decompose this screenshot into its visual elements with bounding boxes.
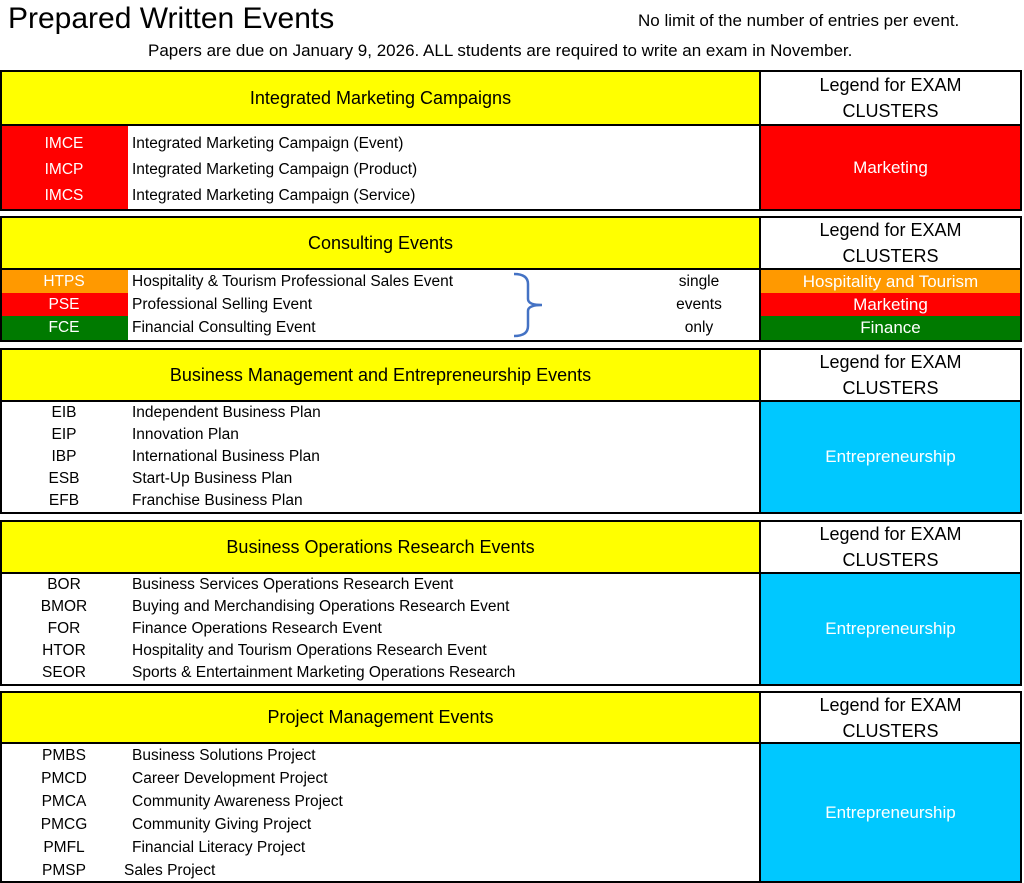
event-code: HTPS: [43, 273, 85, 290]
event-name: Career Development Project: [132, 770, 328, 787]
event-row: [2, 182, 759, 210]
event-row: [2, 130, 759, 158]
event-row: [2, 767, 759, 790]
cluster-label: Marketing: [853, 294, 928, 314]
event-name: Financial Literacy Project: [132, 839, 306, 856]
legend-label: Legend for EXAM: [819, 352, 962, 372]
event-row: [2, 790, 759, 813]
section-operations-research: [0, 520, 1022, 686]
event-code: IMCS: [44, 187, 84, 204]
event-name: Innovation Plan: [132, 426, 239, 443]
cluster-label: Marketing: [853, 157, 928, 177]
section-header: [0, 348, 761, 402]
side-note: only: [684, 319, 714, 336]
event-row: [2, 859, 759, 882]
legend-label: CLUSTERS: [842, 550, 939, 570]
cluster-cell-marketing: [761, 126, 1022, 211]
legend-label: Legend for EXAM: [819, 220, 962, 240]
legend-label: Legend for EXAM: [819, 524, 962, 544]
curly-brace-icon: [510, 272, 546, 338]
section-header: [0, 216, 761, 270]
event-code: IMCP: [44, 161, 84, 178]
section-title: Consulting Events: [307, 232, 454, 253]
section-project-management: [0, 691, 1022, 883]
section-title: Project Management Events: [267, 707, 494, 727]
event-code: HTOR: [42, 642, 86, 659]
event-code: PMCG: [40, 816, 88, 833]
event-code: IMCE: [44, 135, 84, 152]
cluster-label: Entrepreneurship: [825, 802, 956, 822]
event-name: Integrated Marketing Campaign (Event): [132, 135, 404, 152]
event-row: [2, 596, 759, 618]
event-code: BOR: [47, 576, 81, 593]
event-row: [2, 836, 759, 859]
cluster-cell-entrepreneurship: [761, 402, 1022, 514]
event-code: FOR: [47, 620, 81, 637]
event-code: ESB: [48, 470, 80, 487]
cluster-label: Finance: [860, 318, 921, 337]
event-row: [2, 270, 759, 293]
section-title: Business Management and Entrepreneurship Events: [169, 364, 592, 385]
legend-label: CLUSTERS: [842, 246, 939, 266]
event-name: Franchise Business Plan: [132, 492, 303, 509]
page-title: Prepared Written Events: [8, 2, 335, 35]
event-name: Integrated Marketing Campaign (Service): [132, 187, 416, 204]
legend-header: [761, 70, 1022, 126]
legend-label: Legend for EXAM: [819, 75, 962, 95]
entry-limit-note: No limit of the number of entries per event.: [638, 11, 960, 30]
section-consulting: [0, 216, 1022, 342]
event-name: Community Awareness Project: [132, 793, 343, 810]
legend-label: Legend for EXAM: [819, 694, 962, 715]
event-list: [0, 744, 761, 883]
event-row: [2, 574, 759, 596]
legend-header: [761, 216, 1022, 270]
event-code: PMCD: [41, 770, 87, 787]
cluster-label: Entrepreneurship: [825, 619, 956, 638]
event-code: IBP: [51, 448, 77, 465]
event-list: [0, 126, 761, 211]
event-row: [2, 446, 759, 468]
event-code: FCE: [48, 319, 80, 336]
event-name: Financial Consulting Event: [132, 319, 316, 336]
event-name: International Business Plan: [132, 448, 320, 465]
event-row: [2, 316, 759, 340]
legend-header: [761, 348, 1022, 402]
event-name: Hospitality & Tourism Professional Sales Event: [132, 273, 454, 290]
section-business-management: [0, 348, 1022, 514]
event-row: [2, 468, 759, 490]
event-row: [2, 490, 759, 512]
event-row: [2, 156, 759, 184]
event-row: [2, 618, 759, 640]
cluster-cell-finance: [761, 316, 1022, 342]
event-row: [2, 402, 759, 424]
side-note: events: [676, 296, 722, 313]
due-date-note: Papers are due on January 9, 2026. ALL students are required to write an exam in November.: [148, 41, 853, 60]
event-row: [2, 662, 759, 684]
cluster-cell-hospitality: [761, 270, 1022, 293]
event-name: Integrated Marketing Campaign (Product): [132, 161, 418, 178]
section-header: [0, 691, 761, 744]
event-name: Professional Selling Event: [132, 296, 313, 313]
side-note: single: [678, 273, 720, 290]
event-name: Buying and Merchandising Operations Research Event: [132, 598, 510, 615]
event-code: PMBS: [42, 747, 86, 764]
event-list: [0, 270, 761, 342]
event-code: SEOR: [42, 664, 86, 681]
cluster-label: Hospitality and Tourism: [802, 271, 979, 291]
event-name: Finance Operations Research Event: [132, 620, 382, 637]
cluster-cell-entrepreneurship: [761, 744, 1022, 883]
section-integrated-marketing: [0, 70, 1022, 211]
legend-label: CLUSTERS: [842, 720, 939, 741]
cluster-label: Entrepreneurship: [825, 447, 956, 466]
event-name: Business Services Operations Research Event: [132, 576, 454, 593]
event-row: [2, 744, 759, 767]
event-row: [2, 293, 759, 316]
event-list: [0, 574, 761, 686]
legend-header: [761, 691, 1022, 744]
event-name: Start-Up Business Plan: [132, 470, 293, 487]
section-title: Business Operations Research Events: [226, 536, 535, 557]
legend-label: CLUSTERS: [842, 378, 939, 398]
legend-header: [761, 520, 1022, 574]
section-title: Integrated Marketing Campaigns: [249, 87, 512, 108]
section-header: [0, 520, 761, 574]
event-code: EIB: [51, 404, 77, 421]
event-row: [2, 640, 759, 662]
event-row: [2, 813, 759, 836]
event-code: PMSP: [42, 862, 86, 879]
event-name: Business Solutions Project: [132, 747, 316, 764]
section-header: [0, 70, 761, 126]
cluster-cell-marketing: [761, 293, 1022, 316]
event-name: Sales Project: [124, 862, 216, 879]
event-code: PMFL: [43, 839, 85, 856]
event-code: PSE: [48, 296, 80, 313]
event-list: [0, 402, 761, 514]
event-name: Independent Business Plan: [132, 404, 321, 421]
legend-label: CLUSTERS: [842, 101, 939, 121]
event-code: PMCA: [41, 793, 87, 810]
event-code: BMOR: [40, 598, 88, 615]
cluster-cell-entrepreneurship: [761, 574, 1022, 686]
event-name: Sports & Entertainment Marketing Operations Research: [132, 664, 516, 681]
event-name: Hospitality and Tourism Operations Research Event: [132, 642, 487, 659]
event-code: EIP: [51, 426, 77, 443]
event-row: [2, 424, 759, 446]
event-code: EFB: [48, 492, 80, 509]
event-name: Community Giving Project: [132, 816, 312, 833]
